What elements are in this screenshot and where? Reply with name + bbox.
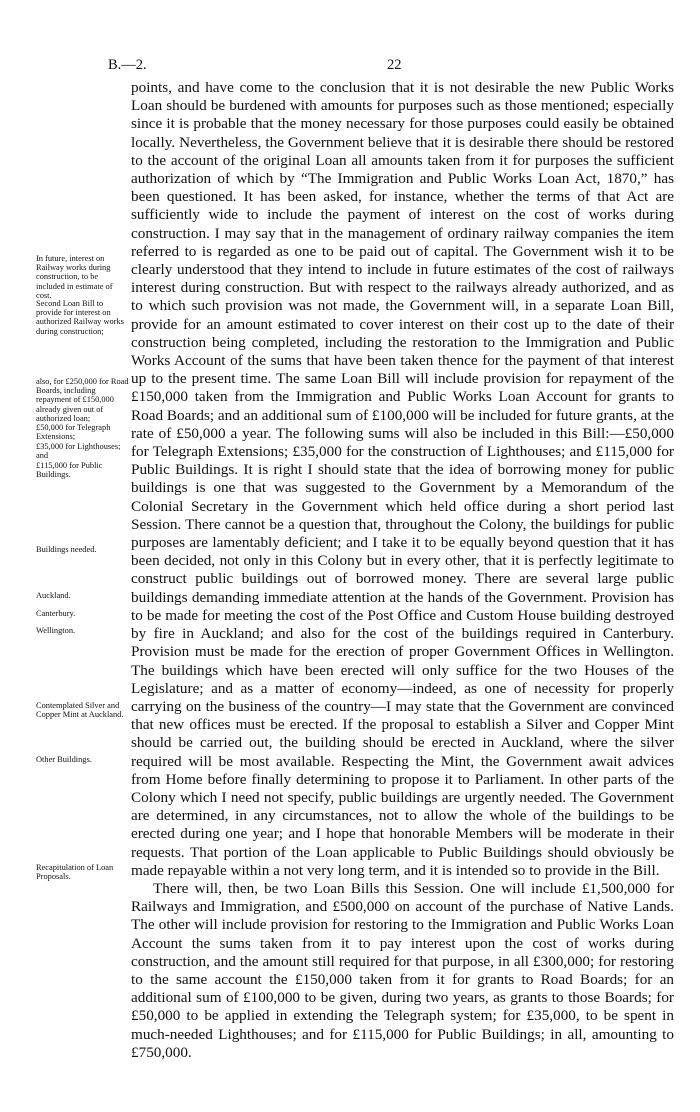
margin-note-auckland: Auckland. — [36, 591, 71, 600]
margin-note-lighthouses: £35,000 for Lighthouses; and — [36, 442, 121, 461]
margin-note-other-buildings: Other Buildings. — [36, 755, 92, 764]
margin-note-road-boards: also, for £250,000 for Road Boards, including repayment of £150,000 already given out of authorized loan; — [36, 377, 129, 423]
margin-note-mint: Contemplated Silver and Copper Mint at Auckland. — [36, 701, 124, 720]
margin-note-buildings-needed: Buildings needed. — [36, 545, 97, 554]
margin-note-interest-railway: In future, interest on Railway works during construction, to be included in estimate of cost. — [36, 254, 113, 300]
margin-note-recapitulation: Recapitulation of Loan Proposals. — [36, 863, 114, 882]
margin-note-second-loan-bill: Second Loan Bill to provide for interest on authorized Railway works during construction; — [36, 299, 124, 336]
margin-note-wellington: Wellington. — [36, 626, 76, 635]
page-number: 22 — [387, 57, 402, 73]
main-text — [131, 79, 674, 1062]
document-reference: B.—2. — [108, 57, 147, 73]
margin-note-public-buildings: £115,000 for Public Buildings. — [36, 461, 103, 480]
margin-note-canterbury: Canterbury. — [36, 609, 76, 618]
paragraph-2: There will, then, be two Loan Bills this Session. One will include £1,500,000 for Railways and Immigration, and £500,000 on account of the purchase of Native Lands. The other will include provision for restoring to the Immigration and Public Works Loan Account the sums taken from it to pay interest upon the cost of works during construction, and the amount still required for that purpose, in all £300,000; for restoring to the same account the £150,000 taken from it for grants to Road Boards; for an additional sum of £100,000 to be given, during two years, as grants to those Boards; for £50,000 to be applied in extending the Telegraph system; for £35,000, to be spent in much-needed Lighthouses; and for £115,000 for Public Buildings; in all, amounting to £750,000. — [131, 879, 674, 1061]
running-header — [0, 57, 700, 77]
margin-note-telegraph: £50,000 for Telegraph Extensions; — [36, 423, 111, 442]
paragraph-1: points, and have come to the conclusion that it is not desirable the new Public Works Loan should be burdened with amounts for purposes such as those mentioned; especially since it is probable that the money necessary for those purposes could easily be obtained locally. Nevertheless, the Government believe that it is desirable there should be restored to the account of the original Loan all amounts taken from it for purposes the sufficient authorization of which by “The Immigration and Public Works Loan Act, 1870,” has been questioned. It has been asked, for instance, whether the terms of that Act are sufficiently wide to include the payment of interest on the cost of works during construction. I may say that in the management of ordinary railway companies the item referred to is regarded as one to be paid out of capital. The Government wish it to be clearly understood that they intend to include in future estimates of the cost of railways interest during construction. But with respect to the railways already authorized, and as to which such provision was not made, the Government will, in a separate Loan Bill, provide for an amount estimated to cover interest on their cost up to the date of their construction being completed, including the restoration to the Immigration and Public Works Account of the sums that have been taken thence for the payment of that interest up to the present time. The same Loan Bill will include provision for repayment of the £150,000 taken from the Immigration and Public Works Loan Account for grants to Road Boards; and an additional sum of £100,000 will be included for future grants, at the rate of £50,000 a year. The following sums will also be included in this Bill:—£50,000 for Telegraph Extensions; £35,000 for the construction of Lighthouses; and £115,000 for Public Buildings. It is right I should state that the idea of borrowing money for public buildings is one that was suggested to the Government by a Memorandum of the Colonial Secretary in the Government which held office during a short period last Session. There cannot be a question that, throughout the Colony, the buildings for public purposes are lamentably deficient; and I take it to be equally beyond question that it has been decided, not only in this Colony but in every other, that it is perfectly legitimate to construct public buildings out of borrowed money. There are several large public buildings demanding immediate attention at the hands of the Government. Provision has to be made for meeting the cost of the Post Office and Custom House building destroyed by fire in Auckland; and also for the cost of the buildings required in Canterbury. Provision must be made for the erection of proper Government Offices in Wellington. The buildings which have been erected will only suffice for the two Houses of the Legislature; and as a matter of economy—indeed, as one of necessity for properly carrying on the business of the country—I may state that the Government are convinced that new offices must be erected. If the proposal to establish a Silver and Copper Mint should be carried out, the building should be erected in Auckland, where the silver required will be most available. Respecting the Mint, the Government await advices from Home before finally determining to propose it to Parliament. In other parts of the Colony which I need not specify, public buildings are urgently needed. The Government are determined, in any circumstances, not to allow the whole of the buildings to be erected during one year; and I hope that honorable Members will be moderate in their requests. That portion of the Loan applicable to Public Buildings should obviously be made repayable within a not very long term, and it is intended so to provide in the Bill. — [131, 79, 674, 879]
